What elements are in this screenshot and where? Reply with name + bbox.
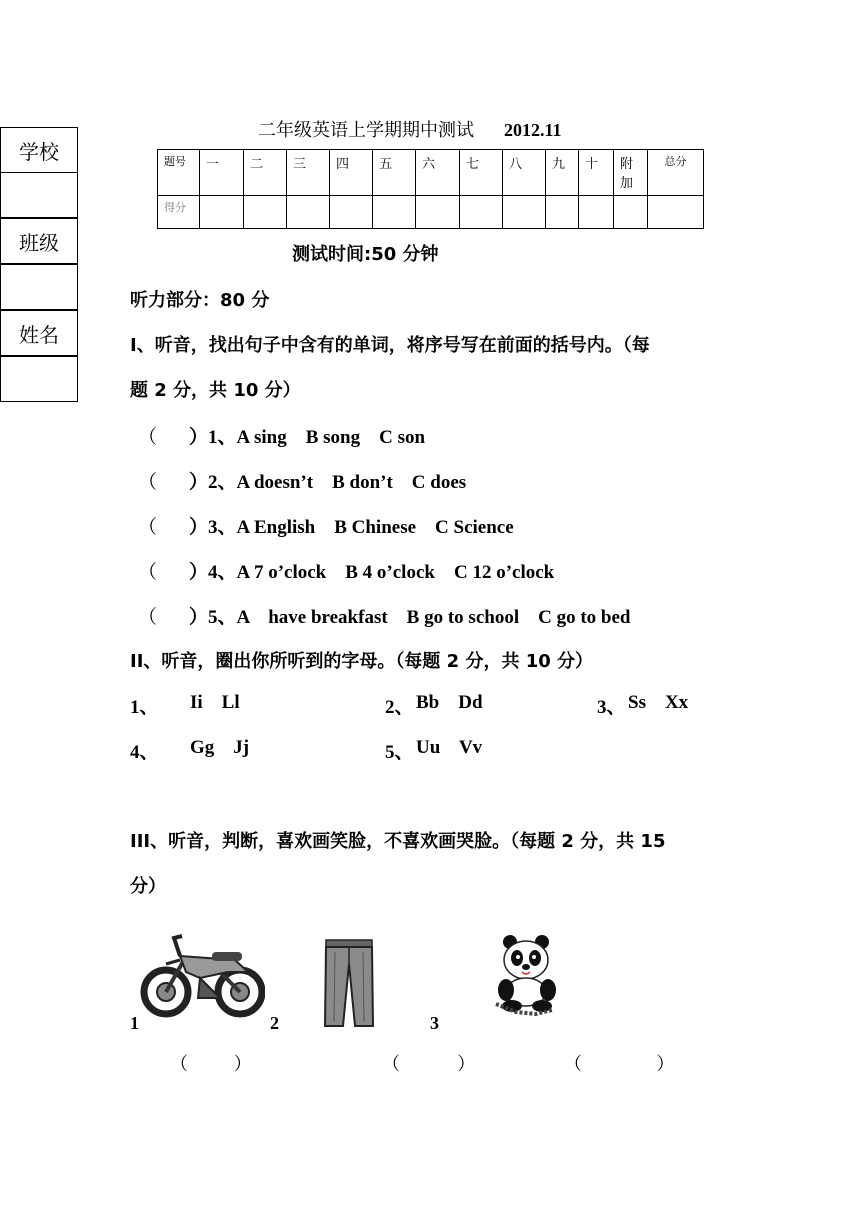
open-paren: （	[138, 607, 158, 628]
option-a: A English	[236, 517, 316, 538]
score-cell[interactable]	[330, 196, 373, 229]
test-time: 测试时间:50 分钟	[292, 244, 439, 265]
option-c: C Science	[435, 517, 514, 538]
option-c: C go to bed	[538, 607, 631, 628]
option-b: B go to school	[406, 607, 520, 628]
open-paren: （	[138, 472, 158, 493]
option-b: B 4 o’clock	[345, 562, 435, 583]
item-number: ）2、	[189, 472, 237, 493]
col-6: 六	[416, 150, 460, 196]
option-c: C does	[411, 472, 467, 493]
section2-item-5-number: 5、	[385, 742, 414, 763]
option-a: A 7 o’clock	[236, 562, 327, 583]
name-field[interactable]	[0, 356, 78, 402]
score-cell[interactable]	[546, 196, 579, 229]
section2-item-2-letters[interactable]: Bb Dd	[416, 692, 483, 713]
open-paren: （	[138, 562, 158, 583]
section2-item-1-number: 1、	[130, 697, 159, 718]
option-a: A have breakfast	[236, 607, 388, 628]
score-cell[interactable]	[416, 196, 460, 229]
section1-item-5	[138, 602, 630, 629]
section1-item-1	[138, 422, 425, 449]
option-c: C son	[379, 427, 426, 448]
section1-item-4	[138, 557, 554, 584]
picture-3-number: 3	[430, 1013, 439, 1033]
item-number: ）1、	[189, 427, 237, 448]
section1-heading-2: 题 2 分，共 10 分）	[130, 380, 301, 401]
class-label: 班级	[19, 230, 59, 255]
title-date: 2012.11	[504, 120, 562, 140]
col-7: 七	[460, 150, 503, 196]
col-5: 五	[373, 150, 416, 196]
picture-2-answer[interactable]: （ ）	[382, 1054, 476, 1075]
col-9: 九	[546, 150, 579, 196]
score-cell[interactable]	[373, 196, 416, 229]
item-number: ）5、	[189, 607, 237, 628]
option-a: A doesn’t	[236, 472, 314, 493]
class-label-box	[0, 218, 78, 264]
section1-item-3	[138, 512, 514, 539]
section2-heading: II、听音，圈出你所听到的字母。（每题 2 分，共 10 分）	[130, 651, 594, 672]
open-paren: （	[138, 517, 158, 538]
listening-heading: 听力部分：80 分	[130, 290, 270, 311]
score-cell[interactable]	[244, 196, 287, 229]
page-title	[258, 116, 562, 142]
name-label-box	[0, 310, 78, 356]
section3-heading-2: 分）	[130, 876, 166, 897]
section3-heading-1: III、听音，判断，喜欢画笑脸，不喜欢画哭脸。（每题 2 分，共 15	[130, 831, 666, 852]
col-4: 四	[330, 150, 373, 196]
score-table	[157, 149, 704, 229]
score-cell[interactable]	[648, 196, 704, 229]
section2-item-3-number: 3、	[597, 697, 626, 718]
option-b: B don’t	[332, 472, 393, 493]
section2-item-2-number: 2、	[385, 697, 414, 718]
trousers-icon	[323, 938, 375, 1030]
option-b: B Chinese	[334, 517, 417, 538]
school-field[interactable]	[0, 172, 78, 218]
panda-icon	[488, 932, 564, 1016]
picture-1-answer[interactable]: （ ）	[170, 1054, 252, 1075]
col-2: 二	[244, 150, 287, 196]
question-number-header: 题号	[158, 150, 200, 196]
score-cell[interactable]	[579, 196, 614, 229]
col-1: 一	[200, 150, 244, 196]
section2-item-1-letters[interactable]: Ii Ll	[190, 692, 240, 713]
score-cell[interactable]	[200, 196, 244, 229]
option-b: B song	[305, 427, 361, 448]
option-c: C 12 o’clock	[453, 562, 555, 583]
picture-3-answer[interactable]: （ ）	[564, 1054, 675, 1075]
section2-item-5-letters[interactable]: Uu Vv	[416, 737, 483, 758]
col-extra	[614, 150, 648, 196]
school-label: 学校	[19, 139, 59, 164]
score-cell[interactable]	[460, 196, 503, 229]
col-8: 八	[503, 150, 546, 196]
item-number: ）3、	[189, 517, 237, 538]
col-3: 三	[287, 150, 330, 196]
open-paren: （	[138, 427, 158, 448]
score-row-label: 得分	[158, 196, 200, 229]
score-cell[interactable]	[503, 196, 546, 229]
section1-heading-1: I、听音，找出句子中含有的单词，将序号写在前面的括号内。（每	[130, 335, 650, 356]
total-header: 总分	[648, 150, 704, 196]
section2-item-4-number: 4、	[130, 742, 159, 763]
extra-label-1: 附	[620, 157, 634, 172]
option-a: A sing	[236, 427, 287, 448]
section2-item-3-letters[interactable]: Ss Xx	[628, 692, 689, 713]
motorcycle-icon	[140, 932, 265, 1018]
picture-2-number: 2	[270, 1013, 279, 1033]
picture-1-number: 1	[130, 1013, 139, 1033]
title-text: 二年级英语上学期期中测试	[258, 120, 474, 141]
section1-item-2	[138, 467, 466, 494]
section2-item-4-letters[interactable]: Gg Jj	[190, 737, 250, 758]
class-field[interactable]	[0, 264, 78, 310]
score-cell[interactable]	[614, 196, 648, 229]
extra-label-2: 加	[620, 176, 634, 191]
col-10: 十	[579, 150, 614, 196]
score-cell[interactable]	[287, 196, 330, 229]
name-label: 姓名	[19, 322, 59, 347]
item-number: ）4、	[189, 562, 237, 583]
school-label-box	[0, 127, 78, 173]
